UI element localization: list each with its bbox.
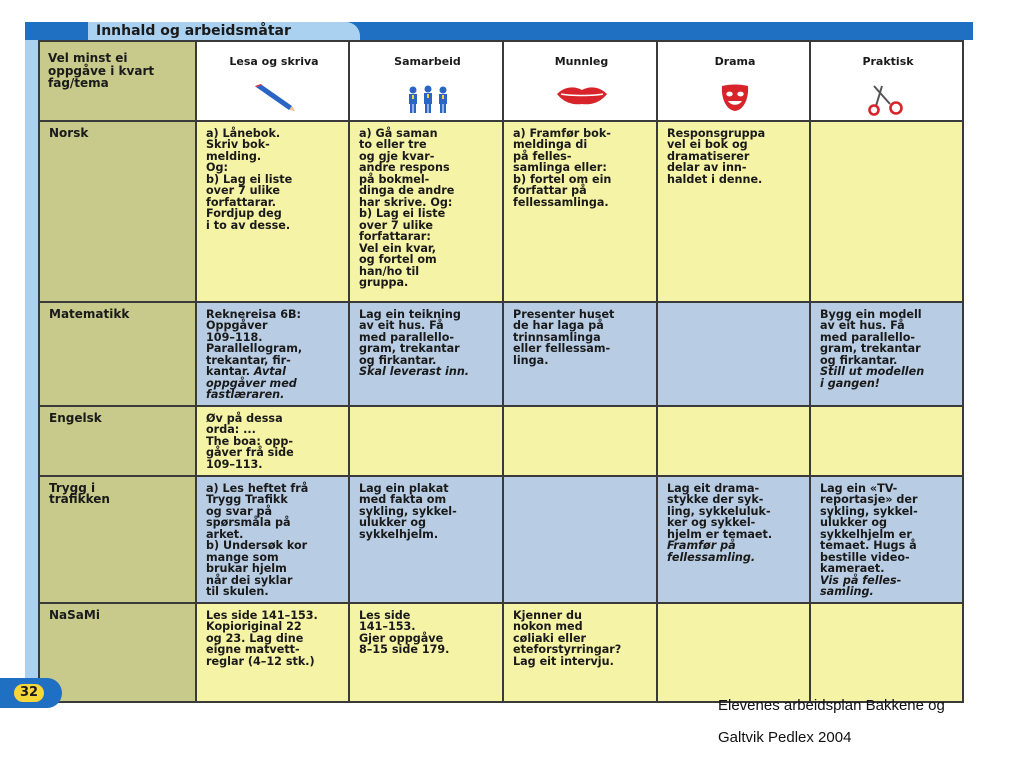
table-cell <box>657 603 810 702</box>
cell-text: Bygg ein modell av eit hus. Få med parallello- gram, trekantar og firkantar. <box>820 307 922 367</box>
table-cell <box>810 476 963 603</box>
column-label: Lesa og skriva <box>229 55 319 68</box>
lips-icon <box>555 84 609 106</box>
table-cell: Kjenner du nokon med cøliaki eller eteforstyrringar? Lag eit intervju. <box>503 603 657 702</box>
table-cell <box>810 603 963 702</box>
column-header-lesa <box>196 41 349 121</box>
table-row-nasami <box>39 603 963 702</box>
column-label: Samarbeid <box>394 55 461 68</box>
left-margin-bar <box>25 40 38 700</box>
cell-text: Lag ein teikning av eit hus. Få med parallello- gram, trekantar og firkantar. <box>359 307 461 367</box>
cell-italic-note: Still ut modellen i gangen! <box>820 365 925 390</box>
column-header-praktisk <box>810 41 963 121</box>
table-cell <box>349 406 503 476</box>
table-cell <box>349 302 503 406</box>
people-group-icon <box>405 84 451 114</box>
row-subject: NaSaMi <box>39 603 196 702</box>
table-cell <box>657 406 810 476</box>
scissors-icon <box>868 84 908 116</box>
row-subject: Norsk <box>39 121 196 302</box>
page-number: 32 <box>14 684 44 702</box>
table-cell <box>503 406 657 476</box>
table-row-trygg-i-trafikken <box>39 476 963 603</box>
table-cell: a) Gå saman to eller tre og gje kvar- andre respons på bokmel- dinga de andre har skrive. Og: b) Lag ei liste over 7 ulike forfattarar: Vel ein kvar, og fortel om han/ho til gruppa. <box>349 121 503 302</box>
column-header-munnleg <box>503 41 657 121</box>
table-cell <box>810 302 963 406</box>
table-cell <box>503 476 657 603</box>
cell-text: Lag eit drama- stykke der syk- ling, sykkeluluk- ker og sykkel- hjelm er temaet. <box>667 481 773 541</box>
column-label: Drama <box>714 55 756 68</box>
row-subject: Matematikk <box>39 302 196 406</box>
table-cell: a) Framfør bok- meldinga di på felles- samlinga eller: b) fortel om ein forfattar på fellessamlinga. <box>503 121 657 302</box>
table-cell: a) Lånebok. Skriv bok- melding. Og: b) Lag ei liste over 7 ulike forfattarar. Fordjup deg i to av desse. <box>196 121 349 302</box>
caption-line-1: Elevenes arbeidsplan Bakkene og <box>718 697 945 714</box>
pencil-icon <box>252 84 296 112</box>
work-plan-table <box>38 40 964 703</box>
table-row-matematikk <box>39 302 963 406</box>
page-title: Innhald og arbeidsmåtar <box>96 23 291 39</box>
table-cell: Les side 141–153. Kopioriginal 22 og 23. Lag dine eigne matvett- reglar (4–12 stk.) <box>196 603 349 702</box>
table-cell: Les side 141–153. Gjer oppgåve 8–15 side 179. <box>349 603 503 702</box>
column-header-samarbeid <box>349 41 503 121</box>
table-cell: Presenter huset de har laga på trinnsamlinga eller fellessam- linga. <box>503 302 657 406</box>
cell-italic-note: Avtal oppgåver med fastlæraren. <box>206 365 297 401</box>
cell-italic-note: Framfør på fellessamling. <box>667 539 756 564</box>
column-label: Praktisk <box>862 55 914 68</box>
corner-instruction: Vel minst ei oppgåve i kvart fag/tema <box>39 41 196 121</box>
table-cell: Øv på dessa orda: ... The boa: opp- gåver frå side 109–113. <box>196 406 349 476</box>
table-cell <box>196 302 349 406</box>
row-subject: Trygg i trafikken <box>39 476 196 603</box>
table-cell <box>657 476 810 603</box>
column-label: Munnleg <box>554 55 609 68</box>
row-subject: Engelsk <box>39 406 196 476</box>
cell-italic-note: Vis på felles- samling. <box>820 573 902 598</box>
cell-italic-note: Skal leverast inn. <box>359 365 470 378</box>
table-cell: a) Les heftet frå Trygg Trafikk og svar på spørsmåla på arket. b) Undersøk kor mange som brukar hjelm når dei syklar til skulen. <box>196 476 349 603</box>
table-row-engelsk <box>39 406 963 476</box>
theater-mask-icon <box>720 84 750 112</box>
table-cell <box>810 406 963 476</box>
caption-line-2: Galtvik Pedlex 2004 <box>718 729 852 746</box>
column-header-drama <box>657 41 810 121</box>
table-cell: Lag ein plakat med fakta om sykling, sykkel- ulukker og sykkelhjelm. <box>349 476 503 603</box>
table-row-norsk <box>39 121 963 302</box>
table-cell <box>657 302 810 406</box>
table-header-row <box>39 41 963 121</box>
table-cell <box>810 121 963 302</box>
cell-text: Lag ein «TV- reportasje» der sykling, sykkel- ulukker og sykkelhjelm er temaet. Hugs å bestille video- kameraet. <box>820 481 918 575</box>
cell-text: Reknereisa 6B: Oppgåver 109–118. Parallellogram, trekantar, fir- kantar. <box>206 307 303 378</box>
table-cell: Responsgruppa vel ei bok og dramatiserer delar av inn- haldet i denne. <box>657 121 810 302</box>
